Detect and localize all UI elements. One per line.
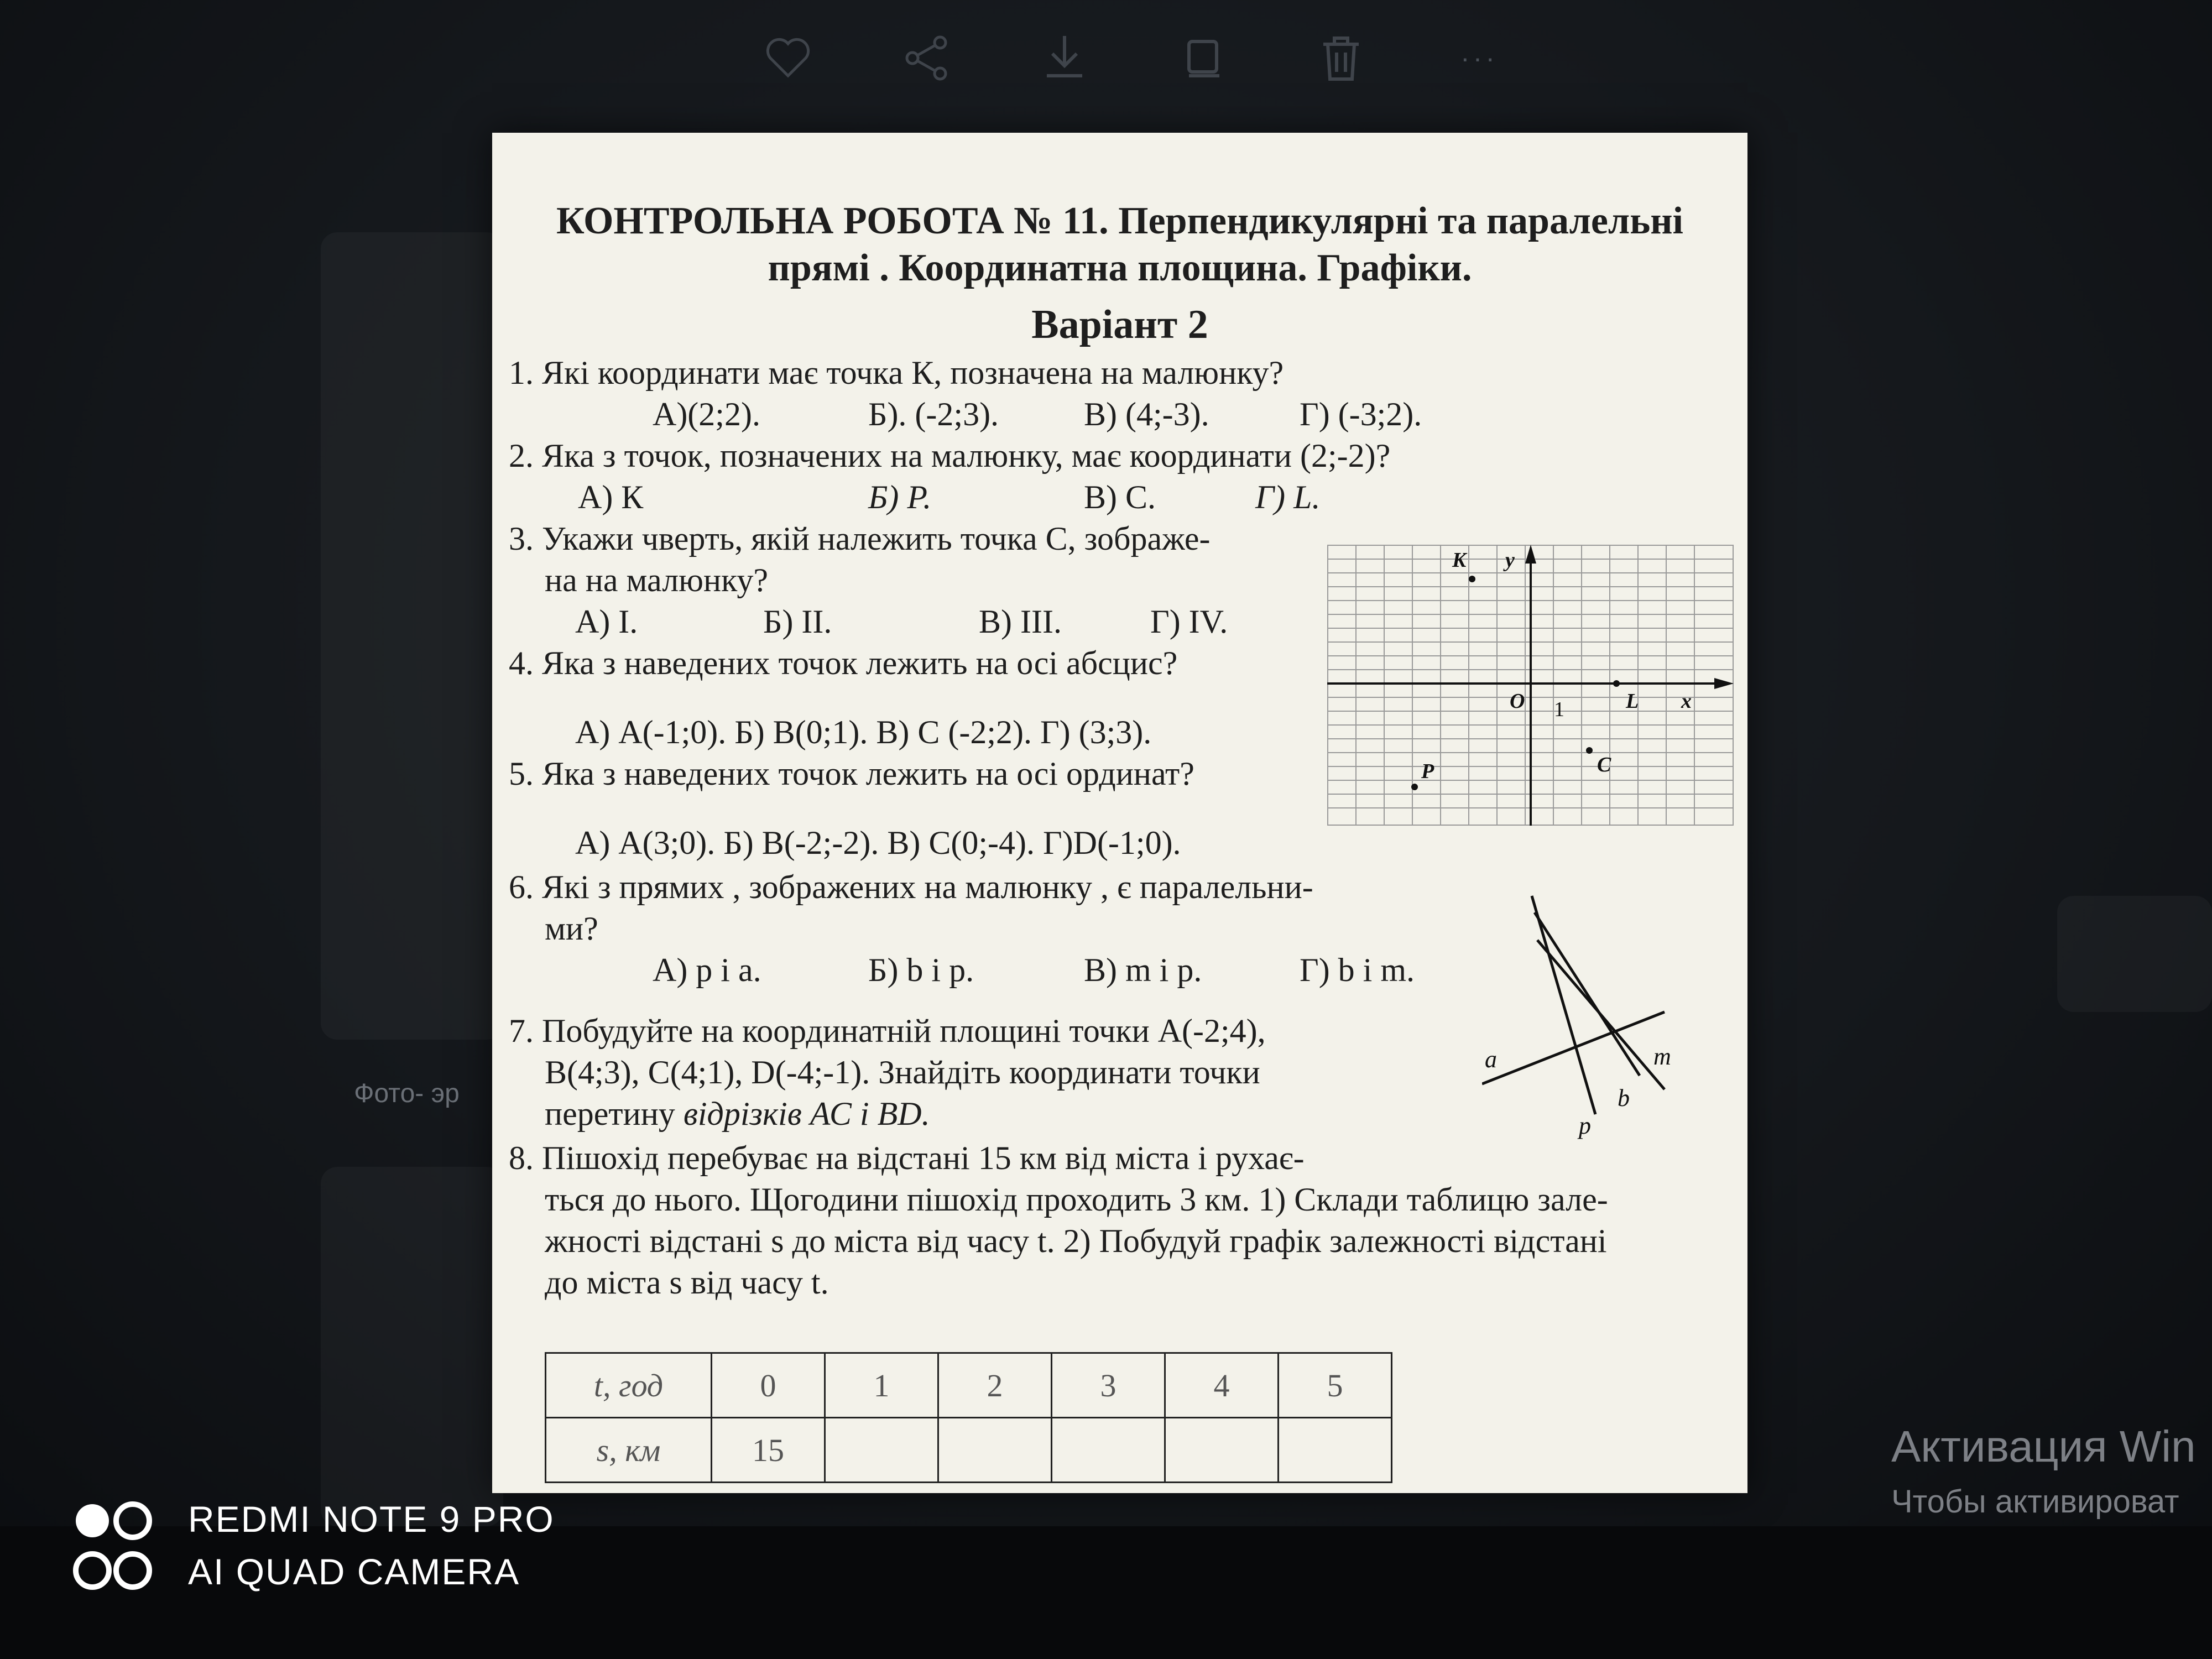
option-c: В) (4;-3).: [1084, 396, 1209, 432]
option-d: Г) (-3;2).: [1300, 396, 1422, 432]
line-m-label: m: [1653, 1043, 1671, 1070]
option-c: В) III.: [979, 603, 1062, 640]
table-cell: [1279, 1418, 1392, 1483]
background-text: Фото- эр: [354, 1079, 460, 1108]
lines-diagram: [1482, 890, 1681, 1277]
activation-title: Активация Win: [1891, 1422, 2196, 1471]
option-a: А)(2;2).: [653, 396, 760, 432]
point-c-label: C: [1597, 753, 1611, 776]
heart-icon[interactable]: [752, 22, 824, 94]
question-3: 3. Укажи чверть, якій належить точка С, зображе-: [509, 520, 1211, 557]
table-cell: 1: [825, 1353, 938, 1418]
background-window: [321, 1167, 503, 1526]
coordinate-grid: [1327, 545, 1734, 826]
table-cell: [825, 1418, 938, 1483]
question-5: 5. Яка з наведених точок лежить на осі ординат?: [509, 755, 1194, 792]
option-a: А) I.: [575, 603, 638, 640]
option-d: Г) b i m.: [1300, 952, 1415, 988]
photo-viewer-toolbar: [752, 22, 1526, 94]
table-cell: s, км: [546, 1418, 712, 1483]
document-title: прямі . Координатна площина. Графіки.: [768, 247, 1472, 289]
question-8: жності відстані s до міста від часу t. 2) Побудуй графік залежності відстані: [545, 1223, 1607, 1259]
table-cell: 2: [938, 1353, 1052, 1418]
question-4-options: А) А(-1;0). Б) В(0;1). В) С (-2;2). Г) (3;3).: [575, 714, 1152, 750]
x-axis-label: x: [1681, 690, 1692, 713]
line-b-label: b: [1618, 1084, 1630, 1112]
point-k-label: K: [1452, 549, 1467, 572]
quad-camera-icon: [72, 1496, 155, 1595]
option-a: А) p i a.: [653, 952, 761, 988]
question-6: 6. Які з прямих , зображених на малюнку , є паралельни-: [509, 869, 1313, 905]
variant-heading: Варіант 2: [1031, 302, 1208, 347]
activation-text: Чтобы активироват: [1891, 1484, 2179, 1520]
share-icon[interactable]: [890, 22, 962, 94]
y-axis-label: y: [1505, 549, 1515, 572]
option-d: Г) L.: [1255, 479, 1321, 515]
unit-label: 1: [1554, 698, 1564, 721]
test-document: [492, 133, 1747, 1493]
question-3: на на малюнку?: [545, 562, 769, 598]
question-5-options: А) А(3;0). Б) В(-2;-2). В) С(0;-4). Г)D(-1;0).: [575, 825, 1181, 861]
table-cell: [1052, 1418, 1165, 1483]
table-cell: 5: [1279, 1353, 1392, 1418]
line-p-label: p: [1579, 1112, 1591, 1139]
table-cell: 15: [712, 1418, 825, 1483]
table-cell: 3: [1052, 1353, 1165, 1418]
option-b: Б) II.: [763, 603, 832, 640]
question-8: 8. Пішохід перебуває на відстані 15 км від міста і рухає-: [509, 1140, 1305, 1176]
crop-icon[interactable]: [1167, 22, 1239, 94]
download-icon[interactable]: [1029, 22, 1100, 94]
background-window: [2057, 896, 2212, 1012]
camera-watermark: [72, 1493, 555, 1598]
option-b: Б). (-2;3).: [868, 396, 999, 432]
table-cell: [1165, 1418, 1279, 1483]
table-row: [546, 1353, 1392, 1418]
trash-icon[interactable]: [1305, 22, 1377, 94]
origin-label: O: [1510, 690, 1525, 713]
watermark-camera: AI QUAD CAMERA: [188, 1551, 520, 1592]
option-c: В) С.: [1084, 479, 1156, 515]
question-8: ться до нього. Щогодини пішохід проходить 3 км. 1) Склади таблицю зале-: [545, 1181, 1608, 1218]
point-l-label: L: [1626, 690, 1639, 713]
line-a-label: a: [1485, 1046, 1497, 1073]
option-b: Б) P.: [868, 479, 932, 515]
question-2: 2. Яка з точок, позначених на малюнку, має координати (2;-2)?: [509, 437, 1391, 474]
point-p-label: P: [1421, 760, 1434, 783]
table-cell: t, год: [546, 1353, 712, 1418]
table-row: [546, 1418, 1392, 1483]
option-a: А) К: [578, 479, 644, 515]
question-4: 4. Яка з наведених точок лежить на осі абсцис?: [509, 645, 1178, 681]
question-1: 1. Які координати має точка К, позначена на малюнку?: [509, 354, 1284, 391]
question-7: перетину відрізків АС і BD.: [545, 1095, 930, 1132]
question-8: до міста s від часу t.: [545, 1264, 829, 1301]
table-cell: 0: [712, 1353, 825, 1418]
document-title: КОНТРОЛЬНА РОБОТА № 11. Перпендикулярні та паралельні: [556, 200, 1684, 242]
question-6: ми?: [545, 910, 598, 947]
table-cell: [938, 1418, 1052, 1483]
option-c: В) m i p.: [1084, 952, 1202, 988]
option-b: Б) b i p.: [868, 952, 974, 988]
option-d: Г) IV.: [1150, 603, 1228, 640]
distance-time-table: [545, 1352, 1392, 1483]
watermark-model: REDMI NOTE 9 PRO: [188, 1499, 555, 1540]
background-window: [321, 232, 503, 1040]
table-cell: 4: [1165, 1353, 1279, 1418]
more-icon[interactable]: ···: [1460, 43, 1498, 74]
question-7: 7. Побудуйте на координатній площині точки А(-2;4),: [509, 1013, 1266, 1049]
question-7: В(4;3), С(4;1), D(-4;-1). Знайдіть координати точки: [545, 1054, 1260, 1091]
